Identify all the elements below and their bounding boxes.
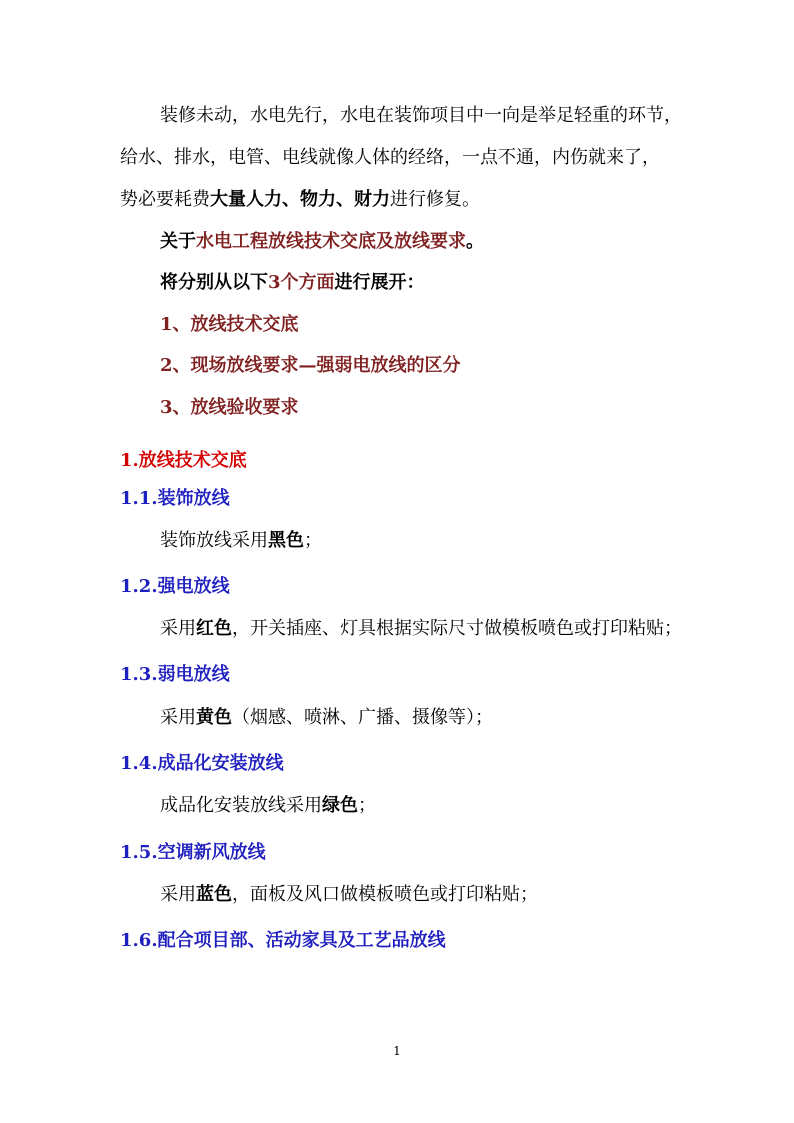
subsection-1-1-heading: 1.1.装饰放线 [120,488,230,509]
subsection-1-4-text: 成品化安装放线采用绿色； [160,795,376,816]
about-topic: 水电工程放线技术交底及放线要求 [196,231,466,252]
about-line: 关于水电工程放线技术交底及放线要求。 [160,231,484,252]
intro-line-1: 装修未动，水电先行，水电在装饰项目中一向是举足轻重的环节， [160,105,682,126]
subsection-1-2-heading: 1.2.强电放线 [120,576,230,597]
subsection-1-6-heading: 1.6.配合项目部、活动家具及工艺品放线 [120,930,446,951]
subsection-1-3-text: 采用黄色（烟感、喷淋、广播、摄像等）； [160,707,493,728]
outline-item-3: 3、放线验收要求 [160,397,299,418]
intro-line-3: 势必要耗费大量人力、物力、财力进行修复。 [120,189,480,210]
subsection-1-5-text: 采用蓝色，面板及风口做模板喷色或打印粘贴； [160,884,538,905]
intro-line-2: 给水、排水，电管、电线就像人体的经络，一点不通，内伤就来了， [120,147,660,168]
subsection-1-2-text: 采用红色，开关插座、灯具根据实际尺寸做模板喷色或打印粘贴； [160,618,682,639]
outline-item-1: 1、放线技术交底 [160,314,299,335]
expand-count: 3 [268,272,281,293]
subsection-1-1-text: 装饰放线采用黑色； [160,530,322,551]
subsection-1-3-heading: 1.3.弱电放线 [120,664,230,685]
subsection-1-4-heading: 1.4.成品化安装放线 [120,753,284,774]
section-1-heading: 1.放线技术交底 [120,450,247,471]
emphasis-resources: 大量人力、物力、财力 [210,189,390,210]
page-number: 1 [393,1044,401,1058]
expand-line: 将分别从以下3个方面进行展开： [160,272,425,293]
outline-item-2: 2、现场放线要求—强弱电放线的区分 [160,355,461,376]
subsection-1-5-heading: 1.5.空调新风放线 [120,842,266,863]
